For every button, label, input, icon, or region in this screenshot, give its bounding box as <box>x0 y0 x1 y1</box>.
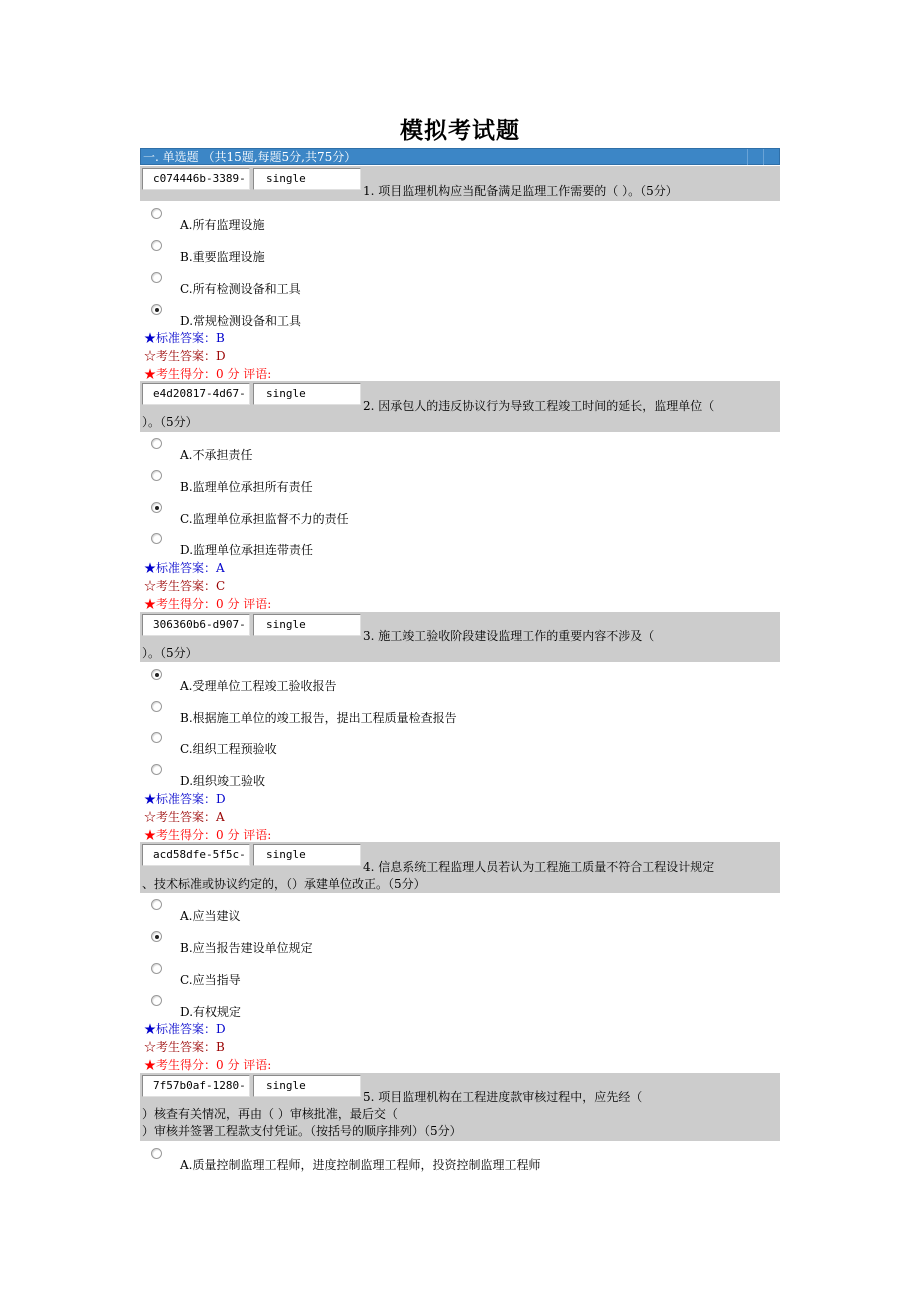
option-b[interactable] <box>0 470 920 502</box>
option-c[interactable] <box>0 732 920 764</box>
section-header <box>140 148 780 165</box>
radio-button-selected[interactable] <box>151 304 162 315</box>
examinee-answer: ☆考生答案：D <box>144 349 226 363</box>
column-divider <box>763 149 764 165</box>
option-label: B.重要监理设施 <box>180 250 265 264</box>
radio-button-selected[interactable] <box>151 931 162 942</box>
radio-button[interactable] <box>151 438 162 449</box>
option-label: D.监理单位承担连带责任 <box>180 543 314 557</box>
radio-button[interactable] <box>151 701 162 712</box>
radio-button[interactable] <box>151 995 162 1006</box>
option-label: A.质量控制监理工程师，进度控制监理工程师，投资控制监理工程师 <box>180 1158 541 1172</box>
option-c[interactable] <box>0 963 920 995</box>
radio-button[interactable] <box>151 533 162 544</box>
option-label: B.应当报告建设单位规定 <box>180 941 313 955</box>
question-id-field[interactable]: c074446b-3389- <box>142 168 250 190</box>
radio-button[interactable] <box>151 1148 162 1159</box>
question-text: ）核查有关情况，再由（ ）审核批准，最后交（ <box>142 1107 398 1121</box>
radio-button[interactable] <box>151 208 162 219</box>
question-text: ）。（5分） <box>142 646 198 660</box>
option-label: A.所有监理设施 <box>180 218 265 232</box>
option-label: A.受理单位工程竣工验收报告 <box>180 679 337 693</box>
option-label: B.监理单位承担所有责任 <box>180 480 313 494</box>
question-text: ）。（5分） <box>142 415 198 429</box>
option-d[interactable] <box>0 764 920 796</box>
question-type-field[interactable]: single <box>253 168 361 190</box>
option-d[interactable] <box>0 995 920 1027</box>
radio-button[interactable] <box>151 764 162 775</box>
radio-button[interactable] <box>151 240 162 251</box>
option-d[interactable] <box>0 304 920 336</box>
question-text: 4. 信息系统工程监理人员若认为工程施工质量不符合工程设计规定 <box>363 860 715 874</box>
question-type-field[interactable]: single <box>253 844 361 866</box>
option-a[interactable] <box>0 669 920 701</box>
examinee-score: ★考生得分：0 分 评语: <box>144 367 272 381</box>
question-type-field[interactable]: single <box>253 383 361 405</box>
option-a[interactable] <box>0 1148 920 1180</box>
radio-button-selected[interactable] <box>151 669 162 680</box>
radio-button[interactable] <box>151 272 162 283</box>
page-title: 模拟考试题 <box>400 118 520 144</box>
examinee-score: ★考生得分：0 分 评语: <box>144 597 272 611</box>
option-a[interactable] <box>0 438 920 470</box>
option-b[interactable] <box>0 240 920 272</box>
examinee-answer: ☆考生答案：A <box>144 810 225 824</box>
option-label: C.组织工程预验收 <box>180 742 277 756</box>
question-id-field[interactable]: e4d20817-4d67- <box>142 383 250 405</box>
question-id-field[interactable]: 7f57b0af-1280- <box>142 1075 250 1097</box>
question-text: 3. 施工竣工验收阶段建设监理工作的重要内容不涉及（ <box>363 629 655 643</box>
section-label: 一. 单选题 （共15题,每题5分,共75分） <box>143 150 357 164</box>
option-label: D.组织竣工验收 <box>180 774 266 788</box>
option-label: B.根据施工单位的竣工报告，提出工程质量检查报告 <box>180 711 457 725</box>
radio-button[interactable] <box>151 470 162 481</box>
question-text: 1. 项目监理机构应当配备满足监理工作需要的（ ）。（5分） <box>363 184 678 198</box>
standard-answer: ★标准答案：D <box>144 1022 226 1036</box>
examinee-answer: ☆考生答案：C <box>144 579 226 593</box>
option-d[interactable] <box>0 533 920 565</box>
question-text: 、技术标准或协议约定的，（）承建单位改正。（5分） <box>142 877 426 891</box>
option-b[interactable] <box>0 931 920 963</box>
question-type-field[interactable]: single <box>253 1075 361 1097</box>
standard-answer: ★标准答案：B <box>144 331 225 345</box>
radio-button[interactable] <box>151 963 162 974</box>
option-a[interactable] <box>0 899 920 931</box>
question-text: 5. 项目监理机构在工程进度款审核过程中，应先经（ <box>363 1090 643 1104</box>
column-divider <box>747 149 748 165</box>
option-c[interactable] <box>0 272 920 304</box>
option-a[interactable] <box>0 208 920 240</box>
option-b[interactable] <box>0 701 920 733</box>
radio-button[interactable] <box>151 899 162 910</box>
examinee-answer: ☆考生答案：B <box>144 1040 225 1054</box>
option-label: D.有权规定 <box>180 1005 242 1019</box>
option-label: C.所有检测设备和工具 <box>180 282 301 296</box>
standard-answer: ★标准答案：D <box>144 792 226 806</box>
radio-button-selected[interactable] <box>151 502 162 513</box>
question-id-field[interactable]: 306360b6-d907- <box>142 614 250 636</box>
option-label: D.常规检测设备和工具 <box>180 314 302 328</box>
question-type-field[interactable]: single <box>253 614 361 636</box>
standard-answer: ★标准答案：A <box>144 561 225 575</box>
option-label: A.不承担责任 <box>180 448 253 462</box>
option-label: A.应当建议 <box>180 909 241 923</box>
examinee-score: ★考生得分：0 分 评语: <box>144 1058 272 1072</box>
question-text: ）审核并签署工程款支付凭证。（按括号的顺序排列）（5分） <box>142 1124 462 1138</box>
option-c[interactable] <box>0 502 920 534</box>
question-text: 2. 因承包人的违反协议行为导致工程竣工时间的延长，监理单位（ <box>363 399 715 413</box>
option-label: C.监理单位承担监督不力的责任 <box>180 512 349 526</box>
question-id-field[interactable]: acd58dfe-5f5c- <box>142 844 250 866</box>
option-label: C.应当指导 <box>180 973 241 987</box>
examinee-score: ★考生得分：0 分 评语: <box>144 828 272 842</box>
radio-button[interactable] <box>151 732 162 743</box>
